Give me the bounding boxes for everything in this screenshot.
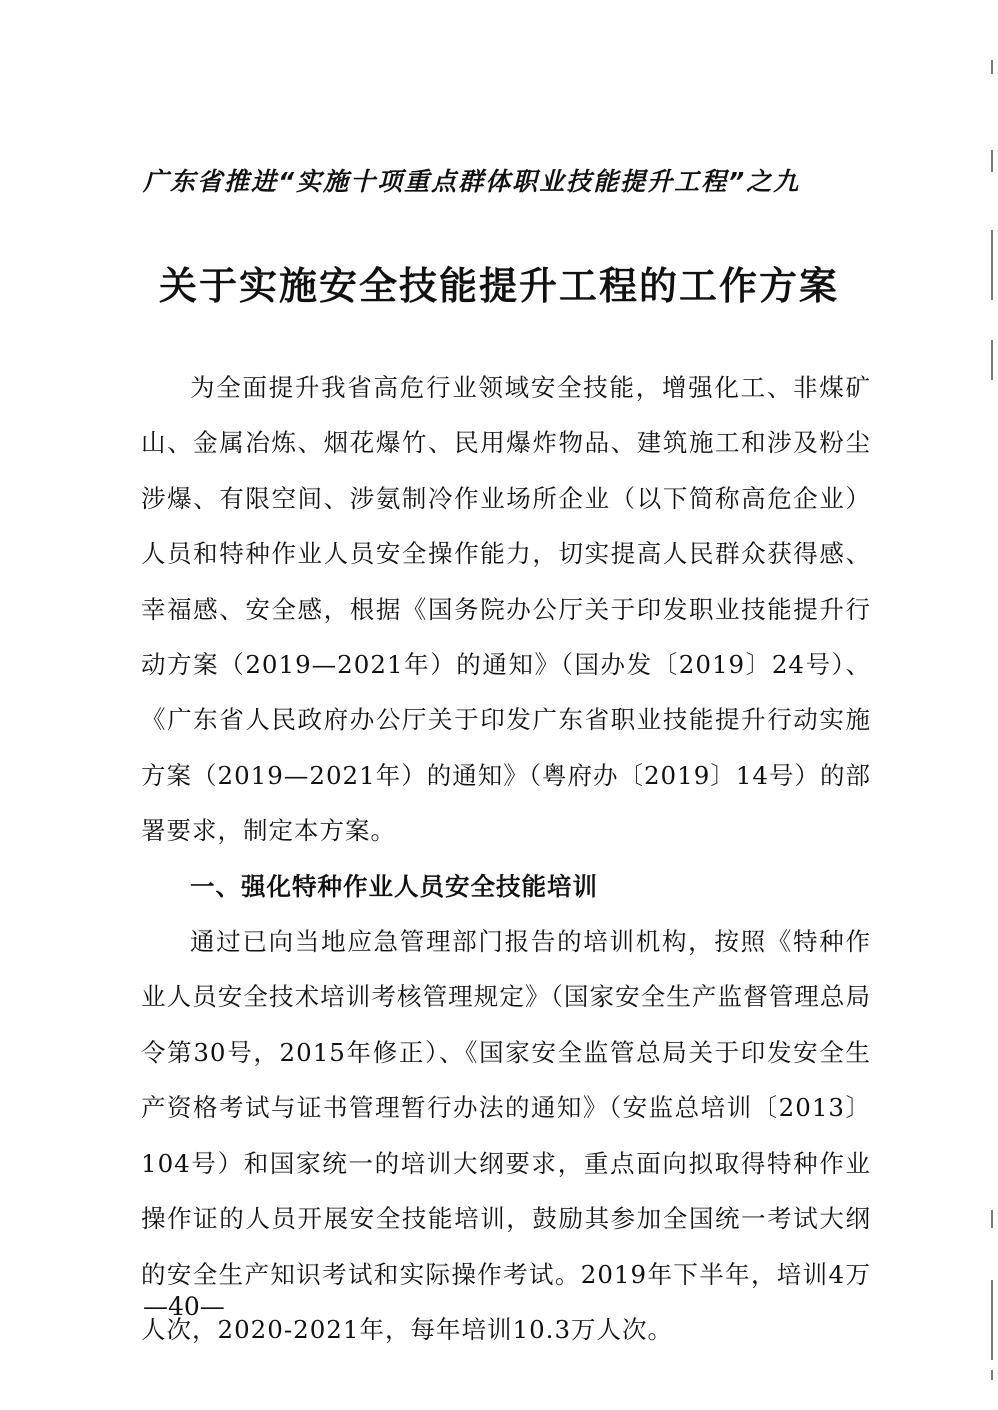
section-1-heading: 一、强化特种作业人员安全技能培训 [190,871,598,901]
section-1-paragraph: 通过已向当地应急管理部门报告的培训机构，按照《特种作业人员安全技术培训考核管理规定》（国家安全生产监督管理总局令第30号，2015年修正）、《国家安全监管总局关于印发安全生产资格考试与证书管理暂行办法的通知》（安监总培训〔2013〕104号）和国家统一的培训大纲要求，重点面向拟取得特种作业操作证的人员开展安全技能培训，鼓励其参加全国统一考试大纲的安全生产知识考试和实际操作考试。2019年下半年，培训4万人次，2020-2021年，每年培训10.3万人次。 [141,927,871,1344]
edge-mark [991,60,993,74]
intro-paragraph: 为全面提升我省高危行业领域安全技能，增强化工、非煤矿山、金属冶炼、烟花爆竹、民用爆炸物品、建筑施工和涉及粉尘涉爆、有限空间、涉氨制冷作业场所企业（以下简称高危企业）人员和特种作业人员安全操作能力，切实提高人民群众获得感、幸福感、安全感，根据《国务院办公厅关于印发职业技能提升行动方案（2019—2021年）的通知》（国办发〔2019〕24号）、《广东省人民政府办公厅关于印发广东省职业技能提升行动实施方案（2019—2021年）的通知》（粤府办〔2019〕14号）的部署要求，制定本方案。 [141,373,871,846]
edge-mark [991,230,993,300]
series-heading: 广东省推进“实施十项重点群体职业技能提升工程”之九 [143,167,801,196]
edge-mark [991,1210,993,1228]
edge-mark [991,1370,993,1380]
document-body [141,360,871,1357]
edge-mark [991,340,993,380]
edge-mark [991,1280,993,1360]
edge-mark [991,150,993,172]
page-number: —40— [143,1292,225,1321]
binding-edge-marks [991,60,995,1380]
document-title: 关于实施安全技能提升工程的工作方案 [158,263,839,308]
